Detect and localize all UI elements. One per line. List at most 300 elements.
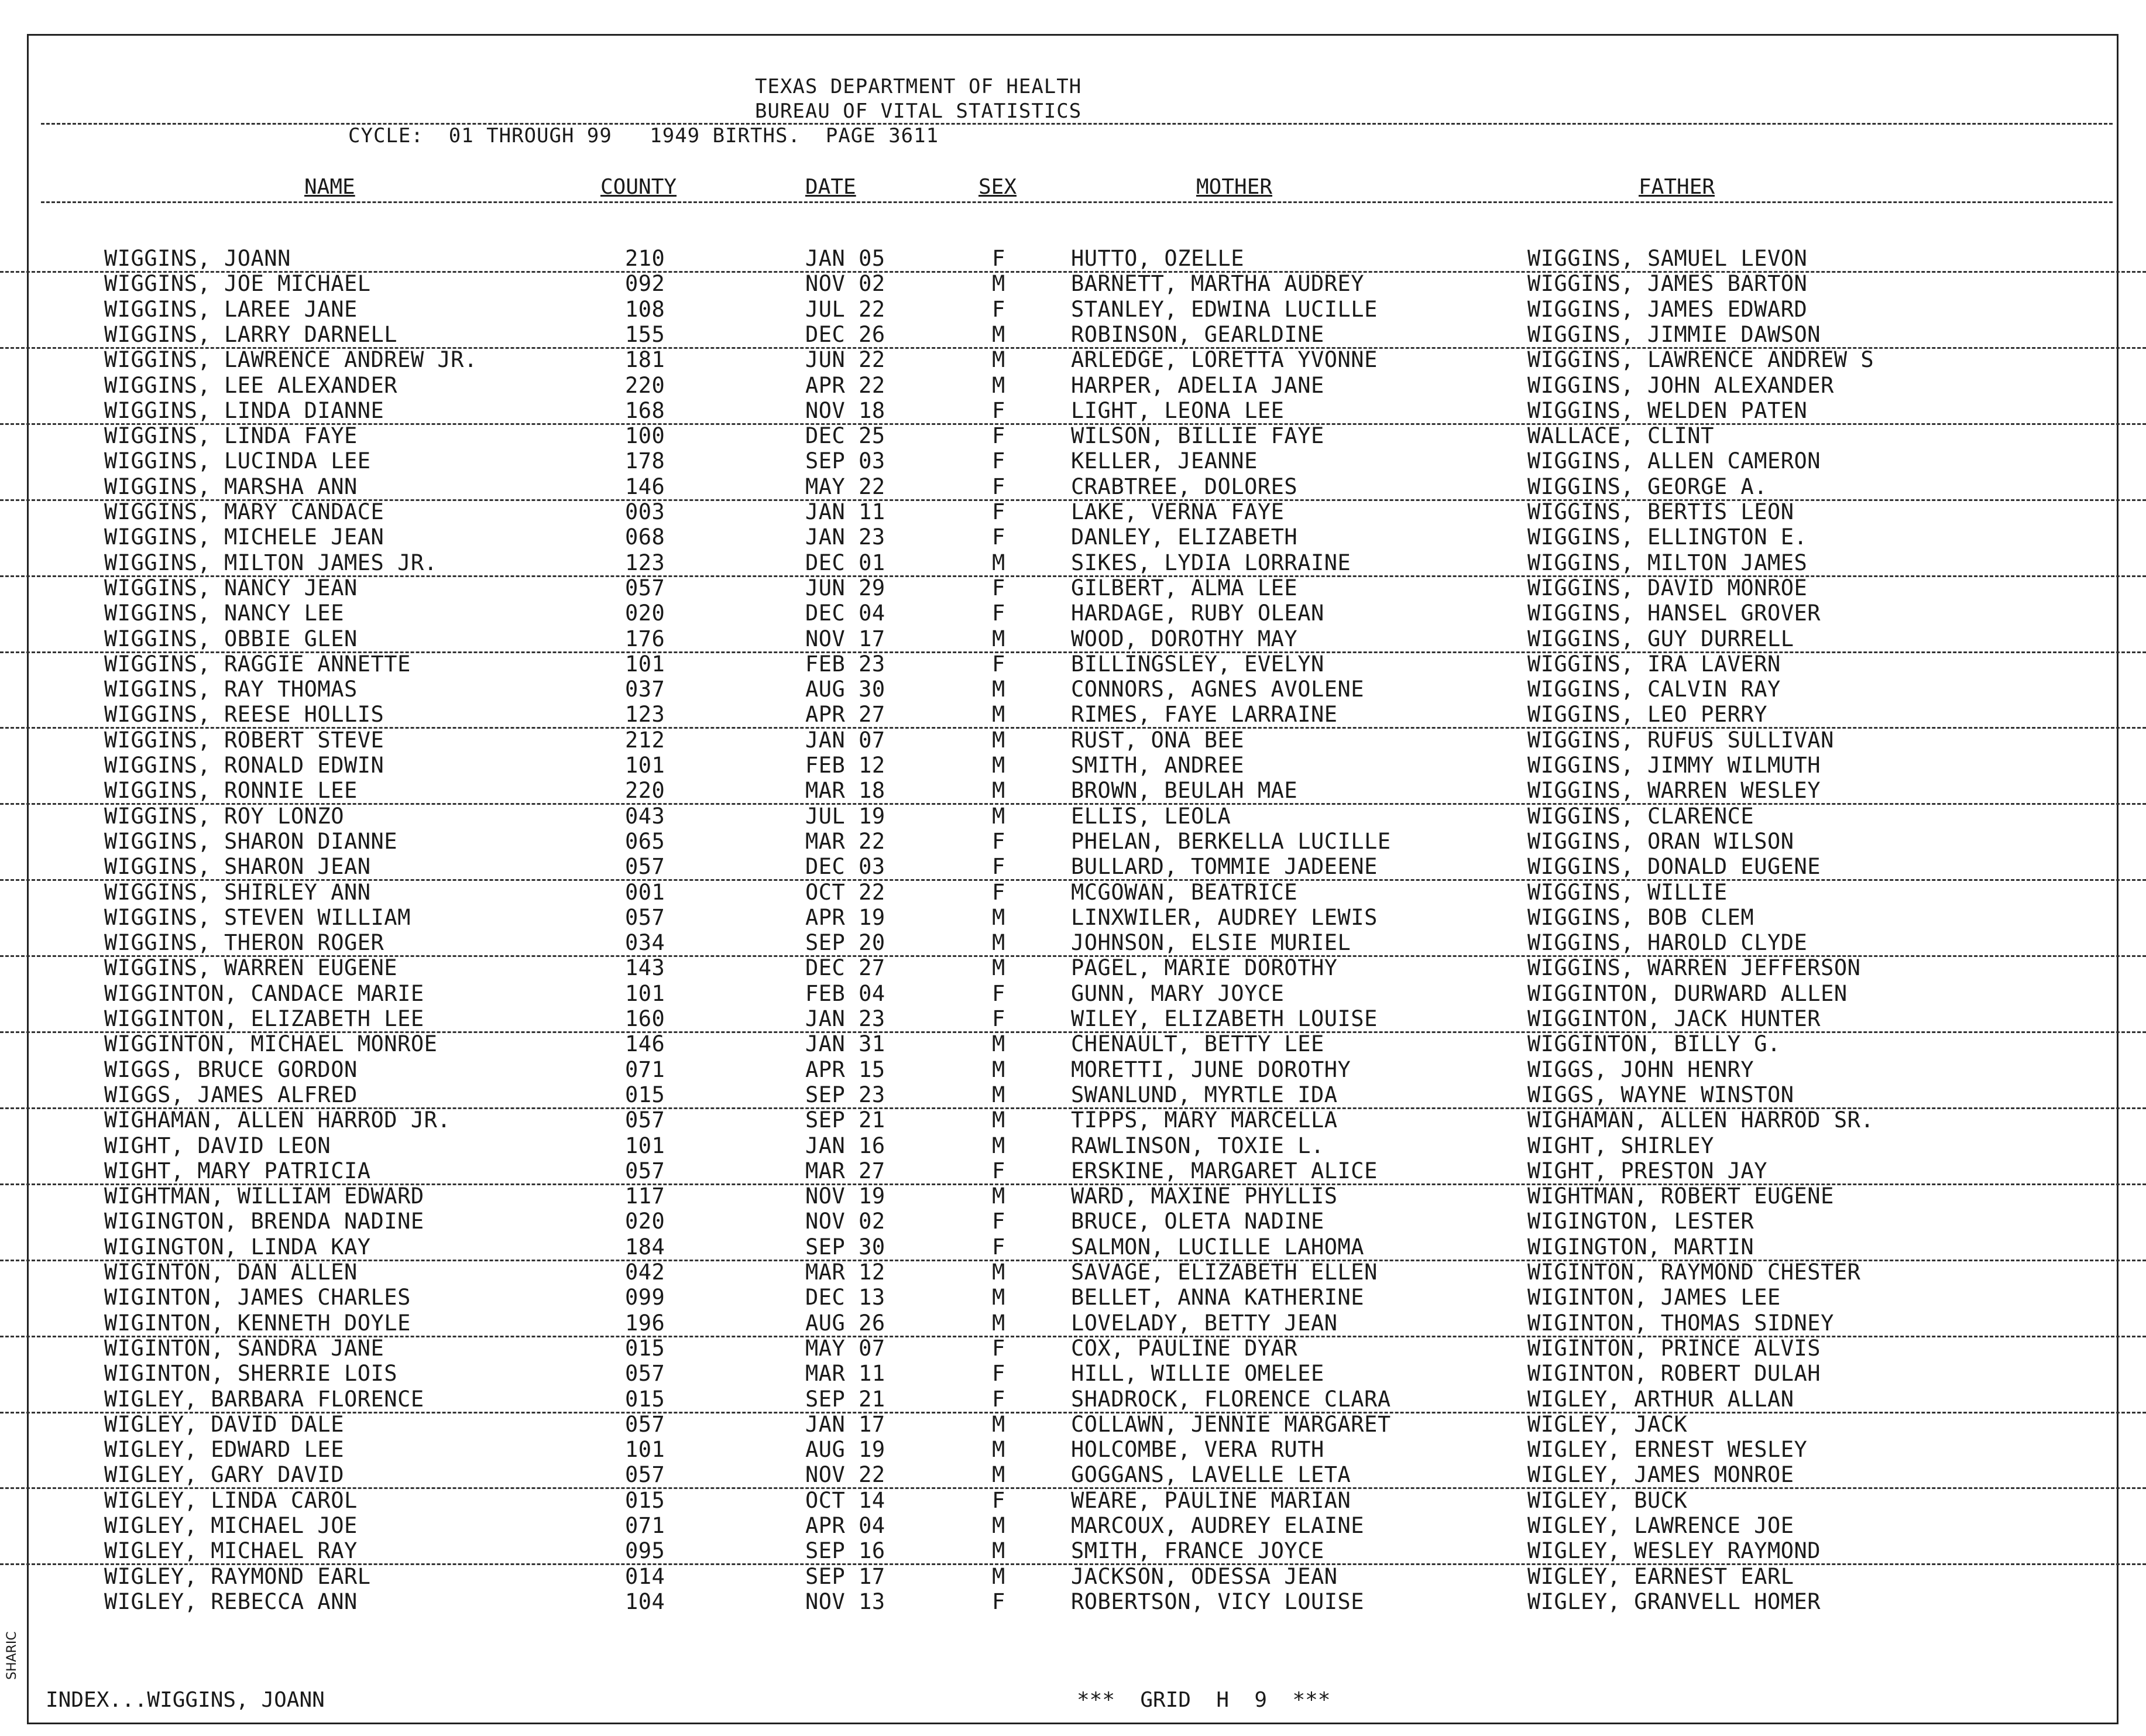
- cell-father: WIGGS, JOHN HENRY: [1527, 1056, 1754, 1082]
- cell-father: WIGGINS, JAMES BARTON: [1527, 271, 1808, 297]
- cell-sex: M: [992, 1056, 1005, 1082]
- cell-mother: CRABTREE, DOLORES: [1071, 474, 1298, 499]
- cell-name: WIGLEY, MICHAEL RAY: [104, 1538, 358, 1564]
- cell-date: APR 04: [805, 1513, 885, 1538]
- cell-date: SEP 17: [805, 1563, 885, 1589]
- cell-name: WIGHT, DAVID LEON: [104, 1133, 331, 1158]
- grid-footer: *** GRID H 9 ***: [1077, 1688, 1331, 1712]
- cell-name: WIGLEY, BARBARA FLORENCE: [104, 1386, 424, 1412]
- cell-sex: M: [992, 778, 1005, 804]
- cell-date: AUG 19: [805, 1437, 885, 1463]
- side-tag: SHARIC: [5, 1631, 19, 1680]
- cell-sex: M: [992, 727, 1005, 753]
- cell-name: WIGGINS, RAY THOMAS: [104, 677, 358, 702]
- cell-name: WIGGS, JAMES ALFRED: [104, 1082, 358, 1107]
- cell-sex: M: [992, 1462, 1005, 1488]
- cell-father: WIGGINS, SAMUEL LEVON: [1527, 246, 1808, 271]
- cell-sex: F: [992, 854, 1005, 880]
- cell-county: 220: [625, 778, 665, 804]
- cell-name: WIGHTMAN, WILLIAM EDWARD: [104, 1183, 424, 1209]
- cell-county: 042: [625, 1260, 665, 1285]
- cell-county: 123: [625, 550, 665, 575]
- cell-county: 001: [625, 879, 665, 905]
- table-row: [0, 1538, 2146, 1565]
- cell-name: WIGGINS, MARY CANDACE: [104, 499, 384, 524]
- cell-sex: M: [992, 1183, 1005, 1209]
- cell-county: 100: [625, 423, 665, 449]
- cell-father: WIGGINS, ORAN WILSON: [1527, 828, 1794, 854]
- table-row: [0, 1031, 2146, 1056]
- cell-county: 043: [625, 803, 665, 829]
- cell-sex: F: [992, 1209, 1005, 1234]
- cell-county: 034: [625, 930, 665, 956]
- cell-name: WIGGINS, RAGGIE ANNETTE: [104, 651, 411, 677]
- cell-mother: JOHNSON, ELSIE MURIEL: [1071, 930, 1351, 956]
- cell-sex: M: [992, 930, 1005, 956]
- cell-mother: SMITH, ANDREE: [1071, 753, 1245, 778]
- cell-date: MAY 07: [805, 1335, 885, 1361]
- cell-sex: M: [992, 1031, 1005, 1057]
- cell-name: WIGGINS, LEE ALEXANDER: [104, 372, 398, 398]
- cell-father: WIGGINS, RUFUS SULLIVAN: [1527, 727, 1834, 753]
- cell-mother: DANLEY, ELIZABETH: [1071, 524, 1298, 550]
- cell-county: 117: [625, 1183, 665, 1209]
- cell-county: 057: [625, 854, 665, 880]
- cell-sex: F: [992, 1361, 1005, 1387]
- column-header-date: DATE: [805, 175, 856, 199]
- cell-date: SEP 21: [805, 1386, 885, 1412]
- table-row: [0, 753, 2146, 778]
- cell-mother: SAVAGE, ELIZABETH ELLEN: [1071, 1260, 1378, 1285]
- cell-mother: HARDAGE, RUBY OLEAN: [1071, 601, 1324, 626]
- cell-date: NOV 02: [805, 1209, 885, 1234]
- cell-county: 014: [625, 1563, 665, 1589]
- cell-county: 146: [625, 1031, 665, 1057]
- cell-sex: F: [992, 524, 1005, 550]
- cell-name: WIGLEY, LINDA CAROL: [104, 1487, 358, 1513]
- cell-name: WIGINTON, KENNETH DOYLE: [104, 1310, 411, 1336]
- cell-sex: F: [992, 1335, 1005, 1361]
- cell-sex: M: [992, 1260, 1005, 1285]
- table-row: [0, 981, 2146, 1006]
- cell-father: WIGLEY, EARNEST EARL: [1527, 1563, 1794, 1589]
- index-footer: INDEX...WIGGINS, JOANN: [46, 1688, 325, 1712]
- cell-father: WIGHAMAN, ALLEN HARROD SR.: [1527, 1107, 1874, 1133]
- cell-date: MAR 22: [805, 828, 885, 854]
- cell-mother: BROWN, BEULAH MAE: [1071, 778, 1298, 804]
- cell-sex: F: [992, 1589, 1005, 1614]
- cell-mother: MCGOWAN, BEATRICE: [1071, 879, 1298, 905]
- cell-date: JAN 16: [805, 1133, 885, 1158]
- table-row: [0, 1361, 2146, 1386]
- cell-name: WIGHAMAN, ALLEN HARROD JR.: [104, 1107, 451, 1133]
- cell-date: SEP 23: [805, 1082, 885, 1107]
- cell-mother: HUTTO, OZELLE: [1071, 246, 1245, 271]
- cell-father: WIGINGTON, LESTER: [1527, 1209, 1754, 1234]
- cell-father: WIGGS, WAYNE WINSTON: [1527, 1082, 1794, 1107]
- cell-mother: SHADROCK, FLORENCE CLARA: [1071, 1386, 1391, 1412]
- cell-father: WIGLEY, ERNEST WESLEY: [1527, 1437, 1808, 1463]
- cell-name: WIGGINS, LINDA FAYE: [104, 423, 358, 449]
- cell-name: WIGINTON, DAN ALLEN: [104, 1260, 358, 1285]
- cell-county: 143: [625, 955, 665, 981]
- table-row: [0, 575, 2146, 601]
- cell-name: WIGINTON, JAMES CHARLES: [104, 1285, 411, 1310]
- cell-date: APR 19: [805, 904, 885, 930]
- table-row: [0, 347, 2146, 372]
- cell-county: 184: [625, 1234, 665, 1260]
- cell-mother: HARPER, ADELIA JANE: [1071, 372, 1324, 398]
- cell-date: MAY 22: [805, 474, 885, 499]
- cell-county: 101: [625, 1133, 665, 1158]
- cell-mother: ARLEDGE, LORETTA YVONNE: [1071, 347, 1378, 373]
- cell-mother: WILEY, ELIZABETH LOUISE: [1071, 1006, 1378, 1031]
- cell-sex: M: [992, 271, 1005, 297]
- agency-title: TEXAS DEPARTMENT OF HEALTH: [755, 75, 1082, 98]
- table-row: [0, 1462, 2146, 1489]
- cell-name: WIGGINS, WARREN EUGENE: [104, 955, 398, 981]
- cell-father: WIGGINS, JIMMY WILMUTH: [1527, 753, 1821, 778]
- cell-county: 101: [625, 753, 665, 778]
- cell-date: SEP 21: [805, 1107, 885, 1133]
- cell-mother: CONNORS, AGNES AVOLENE: [1071, 677, 1365, 702]
- cell-sex: F: [992, 397, 1005, 423]
- cell-date: NOV 19: [805, 1183, 885, 1209]
- column-header-name: NAME: [304, 175, 355, 199]
- cell-date: DEC 13: [805, 1285, 885, 1310]
- cell-county: 178: [625, 448, 665, 474]
- table-row: [0, 1513, 2146, 1538]
- cell-sex: M: [992, 677, 1005, 702]
- cell-sex: M: [992, 1082, 1005, 1107]
- table-row: [0, 1564, 2146, 1589]
- cell-name: WIGGINS, NANCY LEE: [104, 601, 344, 626]
- cell-county: 015: [625, 1487, 665, 1513]
- cell-county: 104: [625, 1589, 665, 1614]
- cell-county: 155: [625, 321, 665, 347]
- cell-mother: LAKE, VERNA FAYE: [1071, 499, 1285, 524]
- cell-date: JAN 07: [805, 727, 885, 753]
- cell-date: SEP 30: [805, 1234, 885, 1260]
- table-row: [0, 651, 2146, 677]
- cell-name: WIGLEY, MICHAEL JOE: [104, 1513, 358, 1538]
- cell-father: WIGINTON, THOMAS SIDNEY: [1527, 1310, 1834, 1336]
- cell-father: WIGGINS, LAWRENCE ANDREW S: [1527, 347, 1874, 373]
- table-row: [0, 1057, 2146, 1082]
- cell-father: WIGINTON, RAYMOND CHESTER: [1527, 1260, 1861, 1285]
- table-row: [0, 905, 2146, 930]
- cell-mother: PAGEL, MARIE DOROTHY: [1071, 955, 1338, 981]
- cell-mother: RAWLINSON, TOXIE L.: [1071, 1133, 1324, 1158]
- cell-sex: F: [992, 1234, 1005, 1260]
- cell-sex: M: [992, 803, 1005, 829]
- cell-mother: LINXWILER, AUDREY LEWIS: [1071, 904, 1378, 930]
- cell-date: FEB 12: [805, 753, 885, 778]
- cell-mother: LIGHT, LEONA LEE: [1071, 397, 1285, 423]
- cell-sex: F: [992, 601, 1005, 626]
- column-header-father: FATHER: [1639, 175, 1715, 199]
- cell-sex: M: [992, 1563, 1005, 1589]
- cell-date: FEB 23: [805, 651, 885, 677]
- cell-mother: ERSKINE, MARGARET ALICE: [1071, 1158, 1378, 1183]
- cell-father: WIGLEY, JACK: [1527, 1411, 1688, 1437]
- table-row: [0, 1107, 2146, 1133]
- cell-county: 212: [625, 727, 665, 753]
- cell-date: DEC 01: [805, 550, 885, 575]
- cell-father: WIGGINTON, JACK HUNTER: [1527, 1006, 1821, 1031]
- cell-date: FEB 04: [805, 980, 885, 1006]
- table-row: [0, 246, 2146, 273]
- cell-father: WIGGINS, ELLINGTON E.: [1527, 524, 1808, 550]
- table-row: [0, 854, 2146, 881]
- cell-name: WIGGINS, MARSHA ANN: [104, 474, 358, 499]
- cell-date: JAN 05: [805, 246, 885, 271]
- cell-county: 101: [625, 980, 665, 1006]
- cell-date: AUG 30: [805, 677, 885, 702]
- cell-county: 176: [625, 626, 665, 651]
- cell-county: 101: [625, 651, 665, 677]
- cell-name: WIGLEY, EDWARD LEE: [104, 1437, 344, 1463]
- cell-mother: BILLINGSLEY, EVELYN: [1071, 651, 1324, 677]
- cell-father: WIGGINS, ALLEN CAMERON: [1527, 448, 1821, 474]
- cell-father: WIGGINS, HANSEL GROVER: [1527, 601, 1821, 626]
- cell-mother: WOOD, DOROTHY MAY: [1071, 626, 1298, 651]
- cell-county: 003: [625, 499, 665, 524]
- table-row: [0, 601, 2146, 626]
- cell-father: WIGHT, SHIRLEY: [1527, 1133, 1714, 1158]
- cell-date: MAR 12: [805, 1260, 885, 1285]
- cell-mother: COLLAWN, JENNIE MARGARET: [1071, 1411, 1391, 1437]
- cell-mother: WILSON, BILLIE FAYE: [1071, 423, 1324, 449]
- table-row: [0, 626, 2146, 653]
- cell-father: WIGGINS, WELDEN PATEN: [1527, 397, 1808, 423]
- table-row: [0, 1158, 2146, 1185]
- cell-date: MAR 18: [805, 778, 885, 804]
- cell-date: OCT 22: [805, 879, 885, 905]
- table-row: [0, 955, 2146, 980]
- cell-sex: M: [992, 1107, 1005, 1133]
- cell-name: WIGGINS, JOE MICHAEL: [104, 271, 371, 297]
- cell-sex: M: [992, 1513, 1005, 1538]
- cell-sex: F: [992, 575, 1005, 601]
- cell-county: 181: [625, 347, 665, 373]
- cycle-line: CYCLE: 01 THROUGH 99 1949 BIRTHS. PAGE 3611: [348, 124, 939, 147]
- table-row: [0, 1133, 2146, 1158]
- cell-date: NOV 22: [805, 1462, 885, 1488]
- cell-father: WIGINTON, ROBERT DULAH: [1527, 1361, 1821, 1387]
- cell-name: WIGGINS, LINDA DIANNE: [104, 397, 384, 423]
- cell-county: 071: [625, 1056, 665, 1082]
- cell-sex: M: [992, 702, 1005, 728]
- cell-mother: BRUCE, OLETA NADINE: [1071, 1209, 1324, 1234]
- cell-sex: M: [992, 1538, 1005, 1564]
- cell-father: WIGGINS, MILTON JAMES: [1527, 550, 1808, 575]
- cell-name: WIGGINS, ROY LONZO: [104, 803, 344, 829]
- cell-father: WIGGINS, CALVIN RAY: [1527, 677, 1781, 702]
- cell-name: WIGGINS, SHARON DIANNE: [104, 828, 398, 854]
- cell-date: DEC 25: [805, 423, 885, 449]
- cell-mother: HOLCOMBE, VERA RUTH: [1071, 1437, 1324, 1463]
- cell-county: 065: [625, 828, 665, 854]
- cell-date: AUG 26: [805, 1310, 885, 1336]
- cell-sex: F: [992, 980, 1005, 1006]
- cell-sex: F: [992, 1487, 1005, 1513]
- cell-name: WIGGINTON, ELIZABETH LEE: [104, 1006, 424, 1031]
- cell-date: NOV 17: [805, 626, 885, 651]
- cell-sex: F: [992, 499, 1005, 524]
- table-row: [0, 778, 2146, 805]
- table-row: [0, 702, 2146, 729]
- cell-sex: F: [992, 1006, 1005, 1031]
- table-row: [0, 1183, 2146, 1209]
- cell-date: JAN 23: [805, 1006, 885, 1031]
- table-row: [0, 677, 2146, 702]
- cell-name: WIGGINS, LAWRENCE ANDREW JR.: [104, 347, 478, 373]
- cell-mother: BARNETT, MARTHA AUDREY: [1071, 271, 1365, 297]
- cell-county: 015: [625, 1386, 665, 1412]
- cell-sex: F: [992, 651, 1005, 677]
- cell-name: WIGGINS, THERON ROGER: [104, 930, 384, 956]
- cell-sex: F: [992, 296, 1005, 322]
- cell-mother: WARD, MAXINE PHYLLIS: [1071, 1183, 1338, 1209]
- cell-mother: PHELAN, BERKELLA LUCILLE: [1071, 828, 1391, 854]
- table-row: [0, 550, 2146, 577]
- cell-father: WIGHTMAN, ROBERT EUGENE: [1527, 1183, 1834, 1209]
- cell-date: SEP 20: [805, 930, 885, 956]
- cell-mother: RUST, ONA BEE: [1071, 727, 1245, 753]
- cell-county: 057: [625, 1107, 665, 1133]
- cell-county: 146: [625, 474, 665, 499]
- cell-mother: ROBINSON, GEARLDINE: [1071, 321, 1324, 347]
- column-header-sex: SEX: [978, 175, 1017, 199]
- cell-sex: F: [992, 448, 1005, 474]
- cell-mother: WEARE, PAULINE MARIAN: [1071, 1487, 1351, 1513]
- table-row: [0, 1310, 2146, 1337]
- cell-name: WIGGINS, RONALD EDWIN: [104, 753, 384, 778]
- table-row: [0, 880, 2146, 905]
- cell-name: WIGINTON, SHERRIE LOIS: [104, 1361, 398, 1387]
- cell-name: WIGGINS, OBBIE GLEN: [104, 626, 358, 651]
- table-row: [0, 1412, 2146, 1437]
- cell-name: WIGGINS, ROBERT STEVE: [104, 727, 384, 753]
- cell-father: WIGGINS, DAVID MONROE: [1527, 575, 1808, 601]
- column-header-county: COUNTY: [600, 175, 677, 199]
- cell-county: 057: [625, 904, 665, 930]
- cell-date: MAR 11: [805, 1361, 885, 1387]
- cell-sex: M: [992, 1437, 1005, 1463]
- cell-sex: M: [992, 753, 1005, 778]
- cell-county: 071: [625, 1513, 665, 1538]
- cell-mother: COX, PAULINE DYAR: [1071, 1335, 1298, 1361]
- cell-father: WIGGINS, WILLIE: [1527, 879, 1728, 905]
- cell-county: 168: [625, 397, 665, 423]
- cell-date: JUN 22: [805, 347, 885, 373]
- table-row: [0, 1234, 2146, 1261]
- cell-date: OCT 14: [805, 1487, 885, 1513]
- table-row: [0, 1387, 2146, 1413]
- cell-county: 101: [625, 1437, 665, 1463]
- cell-father: WIGGINTON, BILLY G.: [1527, 1031, 1781, 1057]
- table-row: [0, 398, 2146, 425]
- cell-name: WIGGINTON, MICHAEL MONROE: [104, 1031, 438, 1057]
- cell-mother: ROBERTSON, VICY LOUISE: [1071, 1589, 1365, 1614]
- cell-date: NOV 18: [805, 397, 885, 423]
- cell-sex: M: [992, 1285, 1005, 1310]
- cell-sex: F: [992, 474, 1005, 499]
- cell-mother: HILL, WILLIE OMELEE: [1071, 1361, 1324, 1387]
- cell-sex: M: [992, 626, 1005, 651]
- cell-father: WALLACE, CLINT: [1527, 423, 1714, 449]
- table-row: [0, 1336, 2146, 1361]
- cell-name: WIGINGTON, LINDA KAY: [104, 1234, 371, 1260]
- cell-mother: ELLIS, LEOLA: [1071, 803, 1231, 829]
- cell-sex: M: [992, 1133, 1005, 1158]
- cell-mother: STANLEY, EDWINA LUCILLE: [1071, 296, 1378, 322]
- cell-date: DEC 04: [805, 601, 885, 626]
- cell-father: WIGGINS, JIMMIE DAWSON: [1527, 321, 1821, 347]
- cell-county: 015: [625, 1082, 665, 1107]
- cell-father: WIGLEY, JAMES MONROE: [1527, 1462, 1794, 1488]
- cell-sex: F: [992, 1386, 1005, 1412]
- cell-mother: RIMES, FAYE LARRAINE: [1071, 702, 1338, 728]
- cell-county: 220: [625, 372, 665, 398]
- cell-father: WIGGINS, IRA LAVERN: [1527, 651, 1781, 677]
- cell-mother: MARCOUX, AUDREY ELAINE: [1071, 1513, 1365, 1538]
- cell-county: 020: [625, 601, 665, 626]
- cell-county: 057: [625, 1411, 665, 1437]
- table-row: [0, 1209, 2146, 1234]
- table-row: [0, 373, 2146, 398]
- table-row: [0, 1589, 2146, 1614]
- cell-date: APR 27: [805, 702, 885, 728]
- cell-date: APR 22: [805, 372, 885, 398]
- cell-county: 092: [625, 271, 665, 297]
- cell-sex: M: [992, 550, 1005, 575]
- cell-county: 015: [625, 1335, 665, 1361]
- cell-county: 057: [625, 1462, 665, 1488]
- cell-father: WIGINTON, PRINCE ALVIS: [1527, 1335, 1821, 1361]
- table-row: [0, 322, 2146, 349]
- cell-mother: MORETTI, JUNE DOROTHY: [1071, 1056, 1351, 1082]
- cell-date: JUL 19: [805, 803, 885, 829]
- cell-name: WIGGINS, STEVEN WILLIAM: [104, 904, 411, 930]
- table-row: [0, 1082, 2146, 1109]
- cell-name: WIGINTON, SANDRA JANE: [104, 1335, 384, 1361]
- cell-date: MAR 27: [805, 1158, 885, 1183]
- cell-name: WIGHT, MARY PATRICIA: [104, 1158, 371, 1183]
- cell-date: DEC 26: [805, 321, 885, 347]
- cell-mother: GOGGANS, LAVELLE LETA: [1071, 1462, 1351, 1488]
- cell-name: WIGLEY, DAVID DALE: [104, 1411, 344, 1437]
- cell-name: WIGGINS, REESE HOLLIS: [104, 702, 384, 728]
- header-divider-bottom: [41, 201, 2113, 203]
- cell-mother: BULLARD, TOMMIE JADEENE: [1071, 854, 1378, 880]
- cell-name: WIGGINS, NANCY JEAN: [104, 575, 358, 601]
- cell-name: WIGLEY, REBECCA ANN: [104, 1589, 358, 1614]
- cell-date: DEC 03: [805, 854, 885, 880]
- table-row: [0, 1488, 2146, 1513]
- cell-mother: GUNN, MARY JOYCE: [1071, 980, 1285, 1006]
- cell-father: WIGGINS, JOHN ALEXANDER: [1527, 372, 1834, 398]
- cell-name: WIGGINS, LARRY DARNELL: [104, 321, 398, 347]
- cell-father: WIGLEY, GRANVELL HOMER: [1527, 1589, 1821, 1614]
- cell-name: WIGGINS, SHARON JEAN: [104, 854, 371, 880]
- cell-county: 196: [625, 1310, 665, 1336]
- cell-date: NOV 02: [805, 271, 885, 297]
- cell-county: 037: [625, 677, 665, 702]
- cell-father: WIGGINS, BOB CLEM: [1527, 904, 1754, 930]
- cell-father: WIGINTON, JAMES LEE: [1527, 1285, 1781, 1310]
